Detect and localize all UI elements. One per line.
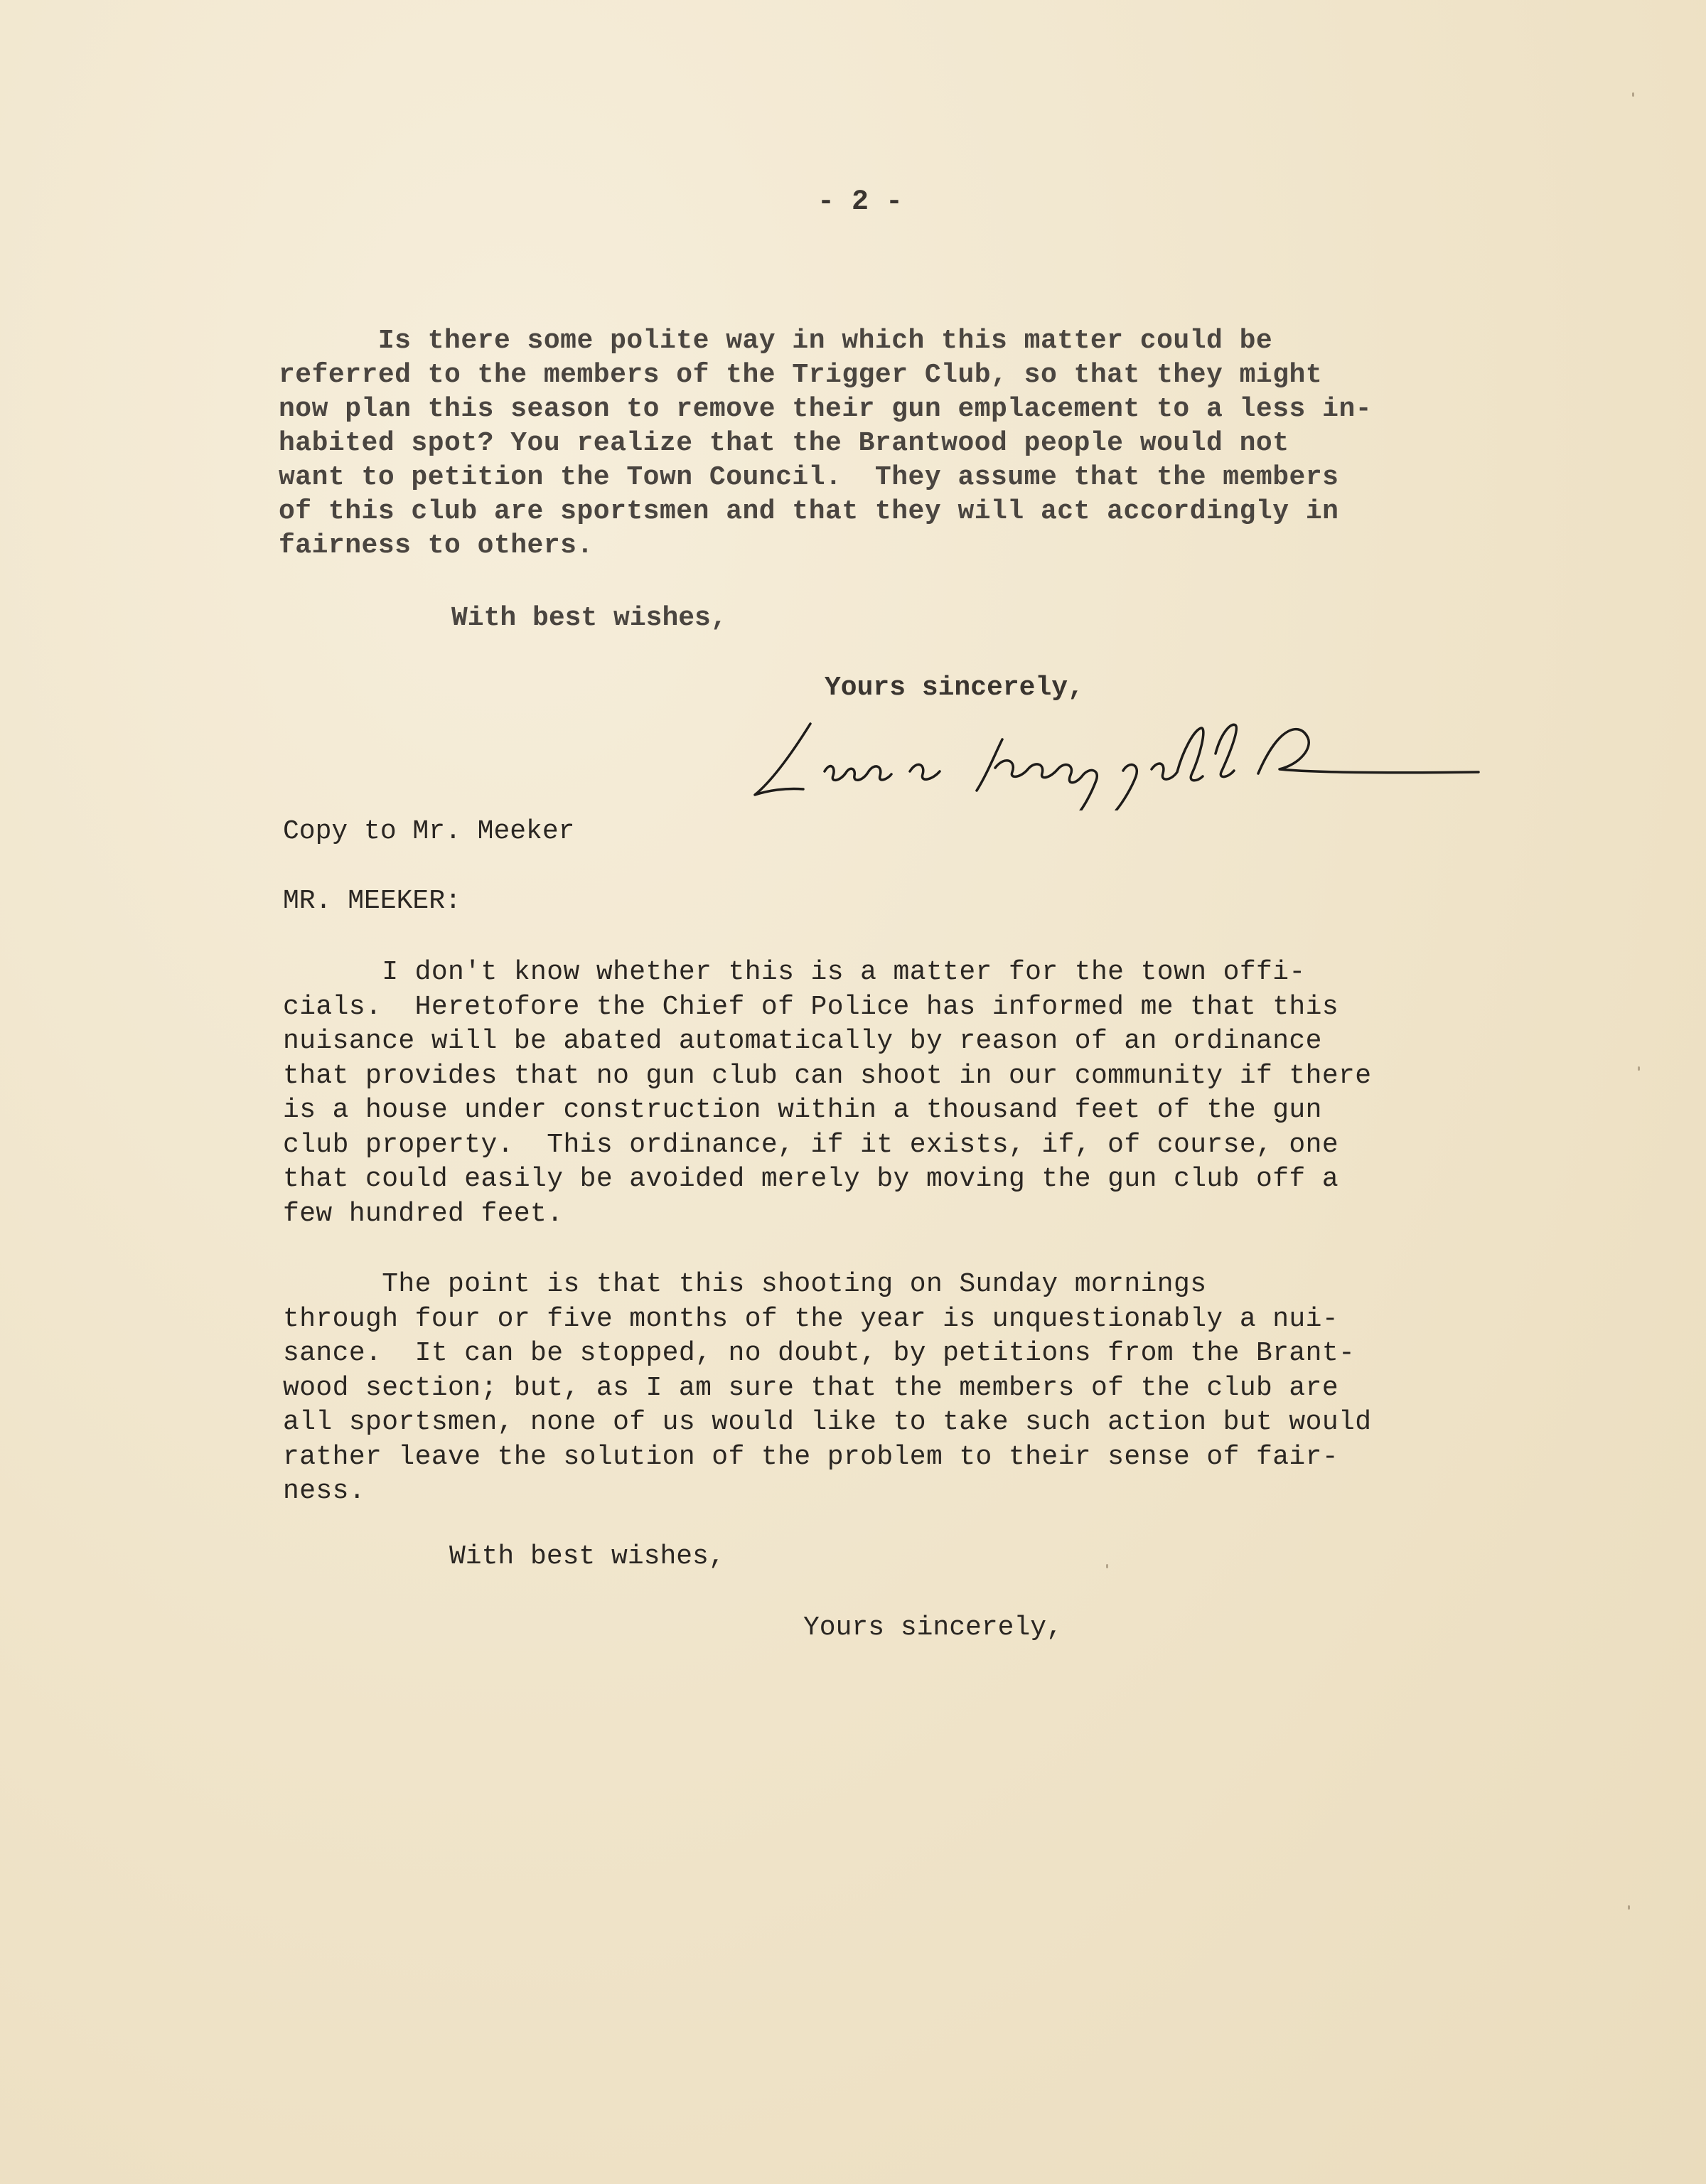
paragraph-2-line: few hundred feet. [283, 1198, 564, 1229]
paragraph-3-line: all sportsmen, none of us would like to take such action but would [283, 1407, 1372, 1438]
closing-1: With best wishes, [451, 603, 727, 633]
paragraph-2-line: is a house under construction within a thousand feet of the gun [283, 1095, 1322, 1125]
paragraph-2-line: cials. Heretofore the Chief of Police has informed me that this [283, 991, 1339, 1022]
handwritten-signature-icon [746, 711, 1528, 810]
salutation: MR. MEEKER: [283, 886, 461, 916]
paragraph-2-line: club property. This ordinance, if it exists, if, of course, one [283, 1129, 1339, 1160]
signoff-2: Yours sincerely, [803, 1612, 1063, 1643]
paragraph-2-line: I don't know whether this is a matter for the town offi- [283, 957, 1306, 987]
paragraph-1-line: of this club are sportsmen and that they will act accordingly in [279, 496, 1339, 527]
paragraph-3-line: ness. [283, 1476, 366, 1506]
paragraph-2 [283, 956, 1449, 1231]
paragraph-3-line: through four or five months of the year is unquestionably a nui- [283, 1303, 1339, 1334]
paper-speck [1632, 92, 1634, 97]
paragraph-1-line: Is there some polite way in which this matter could be [279, 326, 1273, 356]
paragraph-1-line: now plan this season to remove their gun emplacement to a less in- [279, 394, 1373, 424]
paragraph-1-line: fairness to others. [279, 530, 594, 561]
paragraph-3-line: sance. It can be stopped, no doubt, by petitions from the Brant- [283, 1338, 1356, 1369]
page-number: - 2 - [817, 186, 903, 218]
paragraph-3-line: rather leave the solution of the problem to their sense of fair- [283, 1441, 1339, 1472]
paragraph-3-line: wood section; but, as I am sure that the members of the club are [283, 1372, 1339, 1403]
paper-speck [1628, 1905, 1630, 1910]
signoff-1: Yours sincerely, [825, 673, 1084, 703]
paragraph-1-line: want to petition the Town Council. They assume that the members [279, 462, 1339, 493]
paragraph-2-line: that could easily be avoided merely by moving the gun club off a [283, 1164, 1339, 1194]
paper-speck [1106, 1564, 1108, 1568]
paper-speck [1638, 1066, 1640, 1071]
paragraph-2-line: that provides that no gun club can shoot in our community if there [283, 1060, 1372, 1091]
paragraph-2-line: nuisance will be abated automatically by reason of an ordinance [283, 1026, 1322, 1056]
paragraph-3-line: The point is that this shooting on Sunday mornings [283, 1269, 1207, 1300]
paragraph-1 [279, 324, 1416, 563]
paragraph-3 [283, 1268, 1449, 1509]
paragraph-1-line: habited spot? You realize that the Brantwood people would not [279, 428, 1289, 459]
copy-line: Copy to Mr. Meeker [283, 816, 575, 847]
paragraph-1-line: referred to the members of the Trigger Club, so that they might [279, 360, 1323, 390]
closing-2: With best wishes, [449, 1541, 725, 1572]
